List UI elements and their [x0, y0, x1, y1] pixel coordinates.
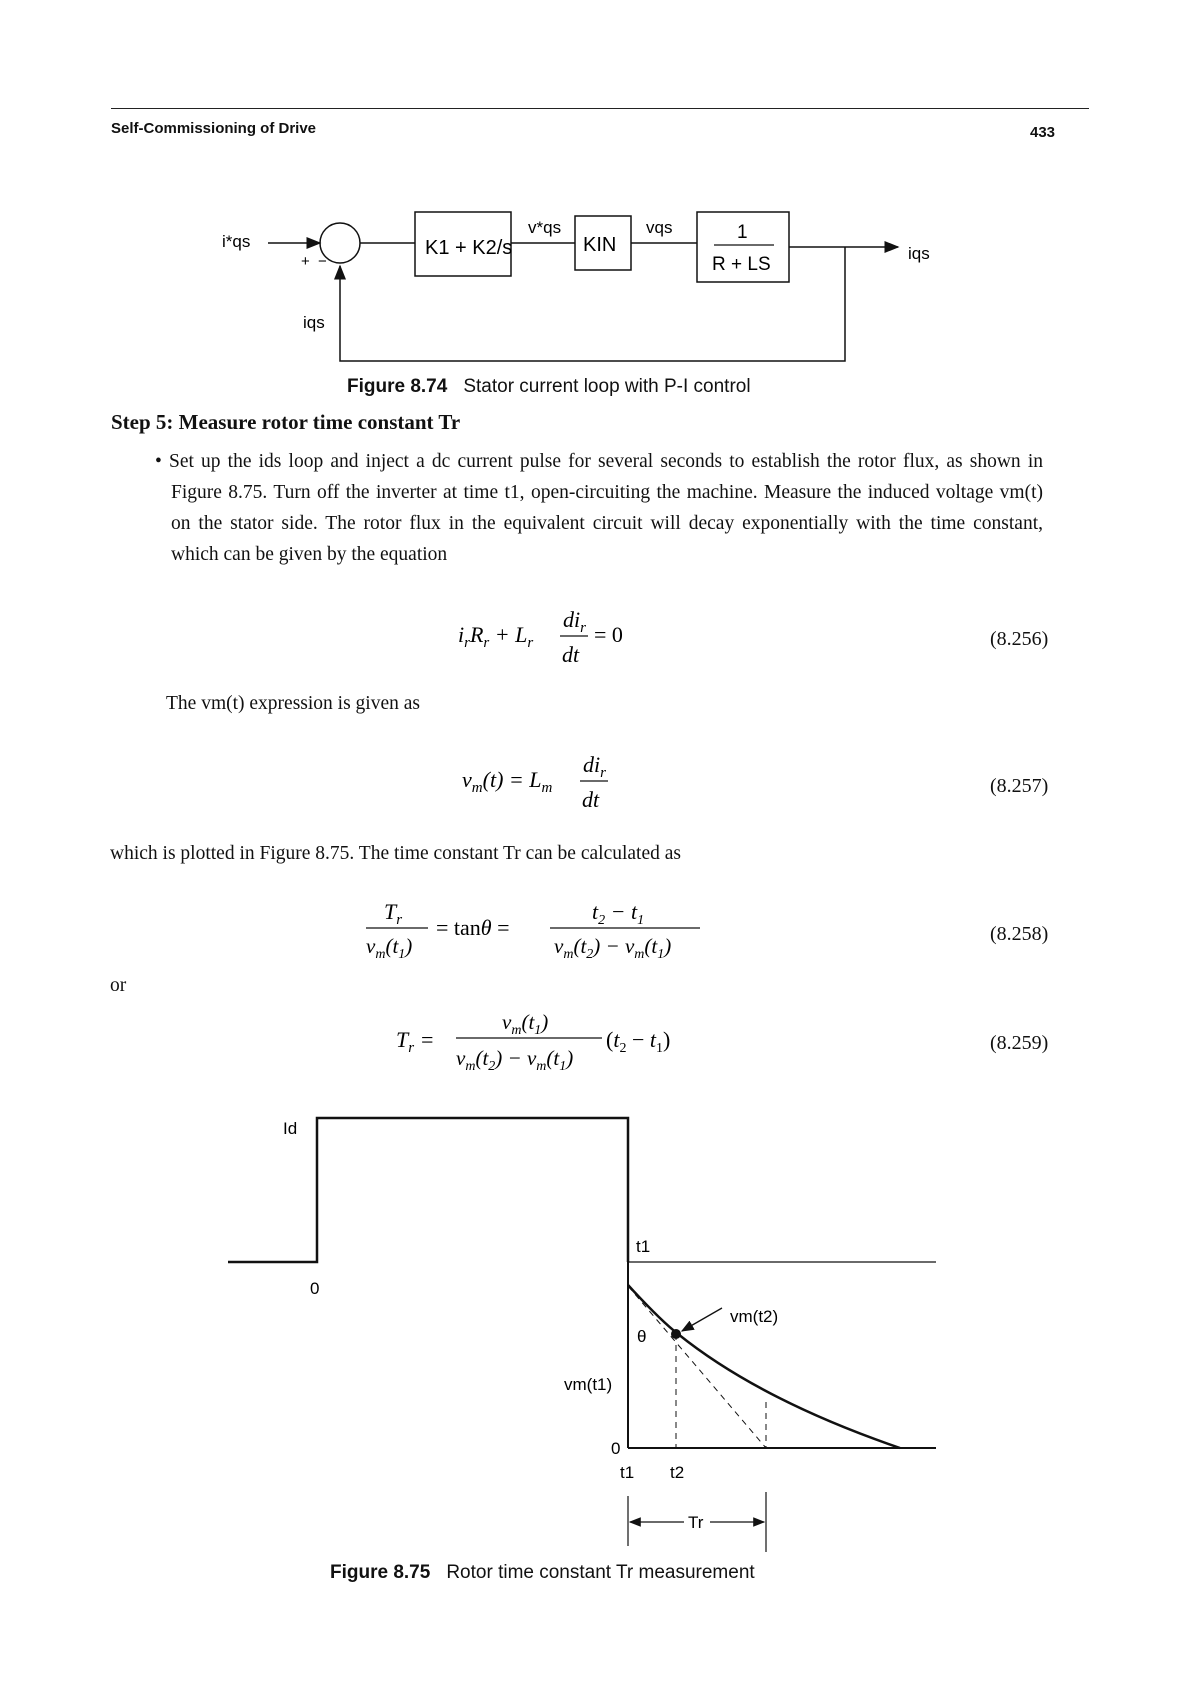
vm-t1-label: vm(t1) [564, 1375, 613, 1394]
svg-text:vm(t2) − vm(t1): $v_m(t_2) - v_m(t_1)$ [554, 934, 672, 962]
zero-bottom-label: 0 [611, 1439, 621, 1458]
equation-8-258 [360, 895, 720, 975]
vm-t2-label: vm(t2) [730, 1307, 779, 1326]
id-label: Id [283, 1119, 298, 1138]
svg-text:t2 − t1: $t_2 - t_1$ [592, 899, 645, 928]
caption-text: Stator current loop with P-I control [463, 376, 751, 397]
input-label: i*qs [222, 232, 251, 251]
svg-text:vm(t1): $v_m(t_1)$ [502, 1010, 549, 1038]
svg-text:(t2 − t1): $(t_2 - t_1)$ [606, 1027, 671, 1056]
or-text: or [110, 975, 127, 996]
step-heading: Step 5: Measure rotor time constant Tr [111, 410, 461, 434]
t1-top-label: t1 [636, 1237, 651, 1256]
equation-8-256 [440, 600, 680, 670]
eq-8-259-number: (8.259) [990, 1032, 1049, 1054]
caption-label: Figure 8.75 [330, 1562, 431, 1583]
zero-top-label: 0 [310, 1279, 320, 1298]
feedback-label: iqs [303, 313, 325, 332]
equation-8-257 [450, 745, 690, 815]
caption-label: Figure 8.74 [347, 376, 448, 397]
plus-sign: + [301, 253, 310, 270]
svg-text:Tr =: $T_r$ = [396, 1027, 435, 1056]
t1-bottom-label: t1 [620, 1463, 635, 1482]
svg-text:dt: dt [582, 787, 600, 812]
pi-block-label: K1 + K2/s [425, 237, 513, 259]
svg-text:vm(t1): $v_m(t_1)$ [366, 934, 413, 962]
svg-text:dir: $di_r$ [563, 607, 586, 636]
plant-numerator: 1 [737, 222, 748, 243]
tr-label: Tr [688, 1513, 704, 1532]
current-pulse [228, 1118, 628, 1262]
plotted-text: which is plotted in Figure 8.75. The time constant Tr can be calculated as [110, 843, 681, 864]
vqs-label: vqs [646, 218, 673, 237]
vm-t2-pointer [682, 1308, 722, 1331]
svg-text:= tanθ =: = tanθ = [436, 915, 510, 940]
svg-text:vm(t) = Lm: $v_m(t) = L_m$ [462, 767, 553, 796]
minus-sign: − [318, 253, 327, 270]
figure-8-74-caption [347, 376, 751, 398]
figure-8-74-diagram [0, 0, 1190, 400]
page-number: 433 [1030, 124, 1056, 141]
eq-8-257-number: (8.257) [990, 775, 1049, 797]
figure-8-75-plot [0, 1100, 1190, 1570]
running-title: Self-Commissioning of Drive [111, 120, 317, 137]
eq-8-258-number: (8.258) [990, 923, 1049, 945]
svg-text:vm(t2) − vm(t1): $v_m(t_2) - v_m(t_1)$ [456, 1046, 574, 1074]
svg-text:Tr: $T_r$ [384, 899, 403, 928]
svg-text:dt: dt [562, 642, 580, 667]
vm-t2-point [671, 1329, 681, 1339]
svg-text:dir: $di_r$ [583, 752, 606, 781]
equation-8-259 [390, 1003, 730, 1083]
vm-intro-text: The vm(t) expression is given as [166, 693, 420, 714]
t2-bottom-label: t2 [670, 1463, 685, 1482]
eq-8-256-number: (8.256) [990, 628, 1049, 650]
svg-text:= 0: = 0 [594, 622, 623, 647]
svg-text:irRr + Lr: $i_rR_r + L_r$ [458, 622, 534, 651]
v-star-label: v*qs [528, 218, 562, 237]
theta-label: θ [637, 1327, 647, 1346]
plant-denominator: R + LS [712, 254, 771, 275]
caption-text: Rotor time constant Tr measurement [446, 1562, 755, 1583]
bullet-paragraph: • Set up the ids loop and inject a dc current pulse for several seconds to establish the rotor flux, as shown in Figure 8.75. Turn off the inverter at time t1, open-circuiting the machine. Measure the induced voltage vm(t) on the stator side. The rotor flux in the equivalent circuit will decay exponentially with the time constant, which can be given by the equation [155, 451, 1043, 565]
figure-8-75-caption [330, 1562, 755, 1584]
kin-label: KIN [583, 234, 617, 256]
output-label: iqs [908, 244, 930, 263]
